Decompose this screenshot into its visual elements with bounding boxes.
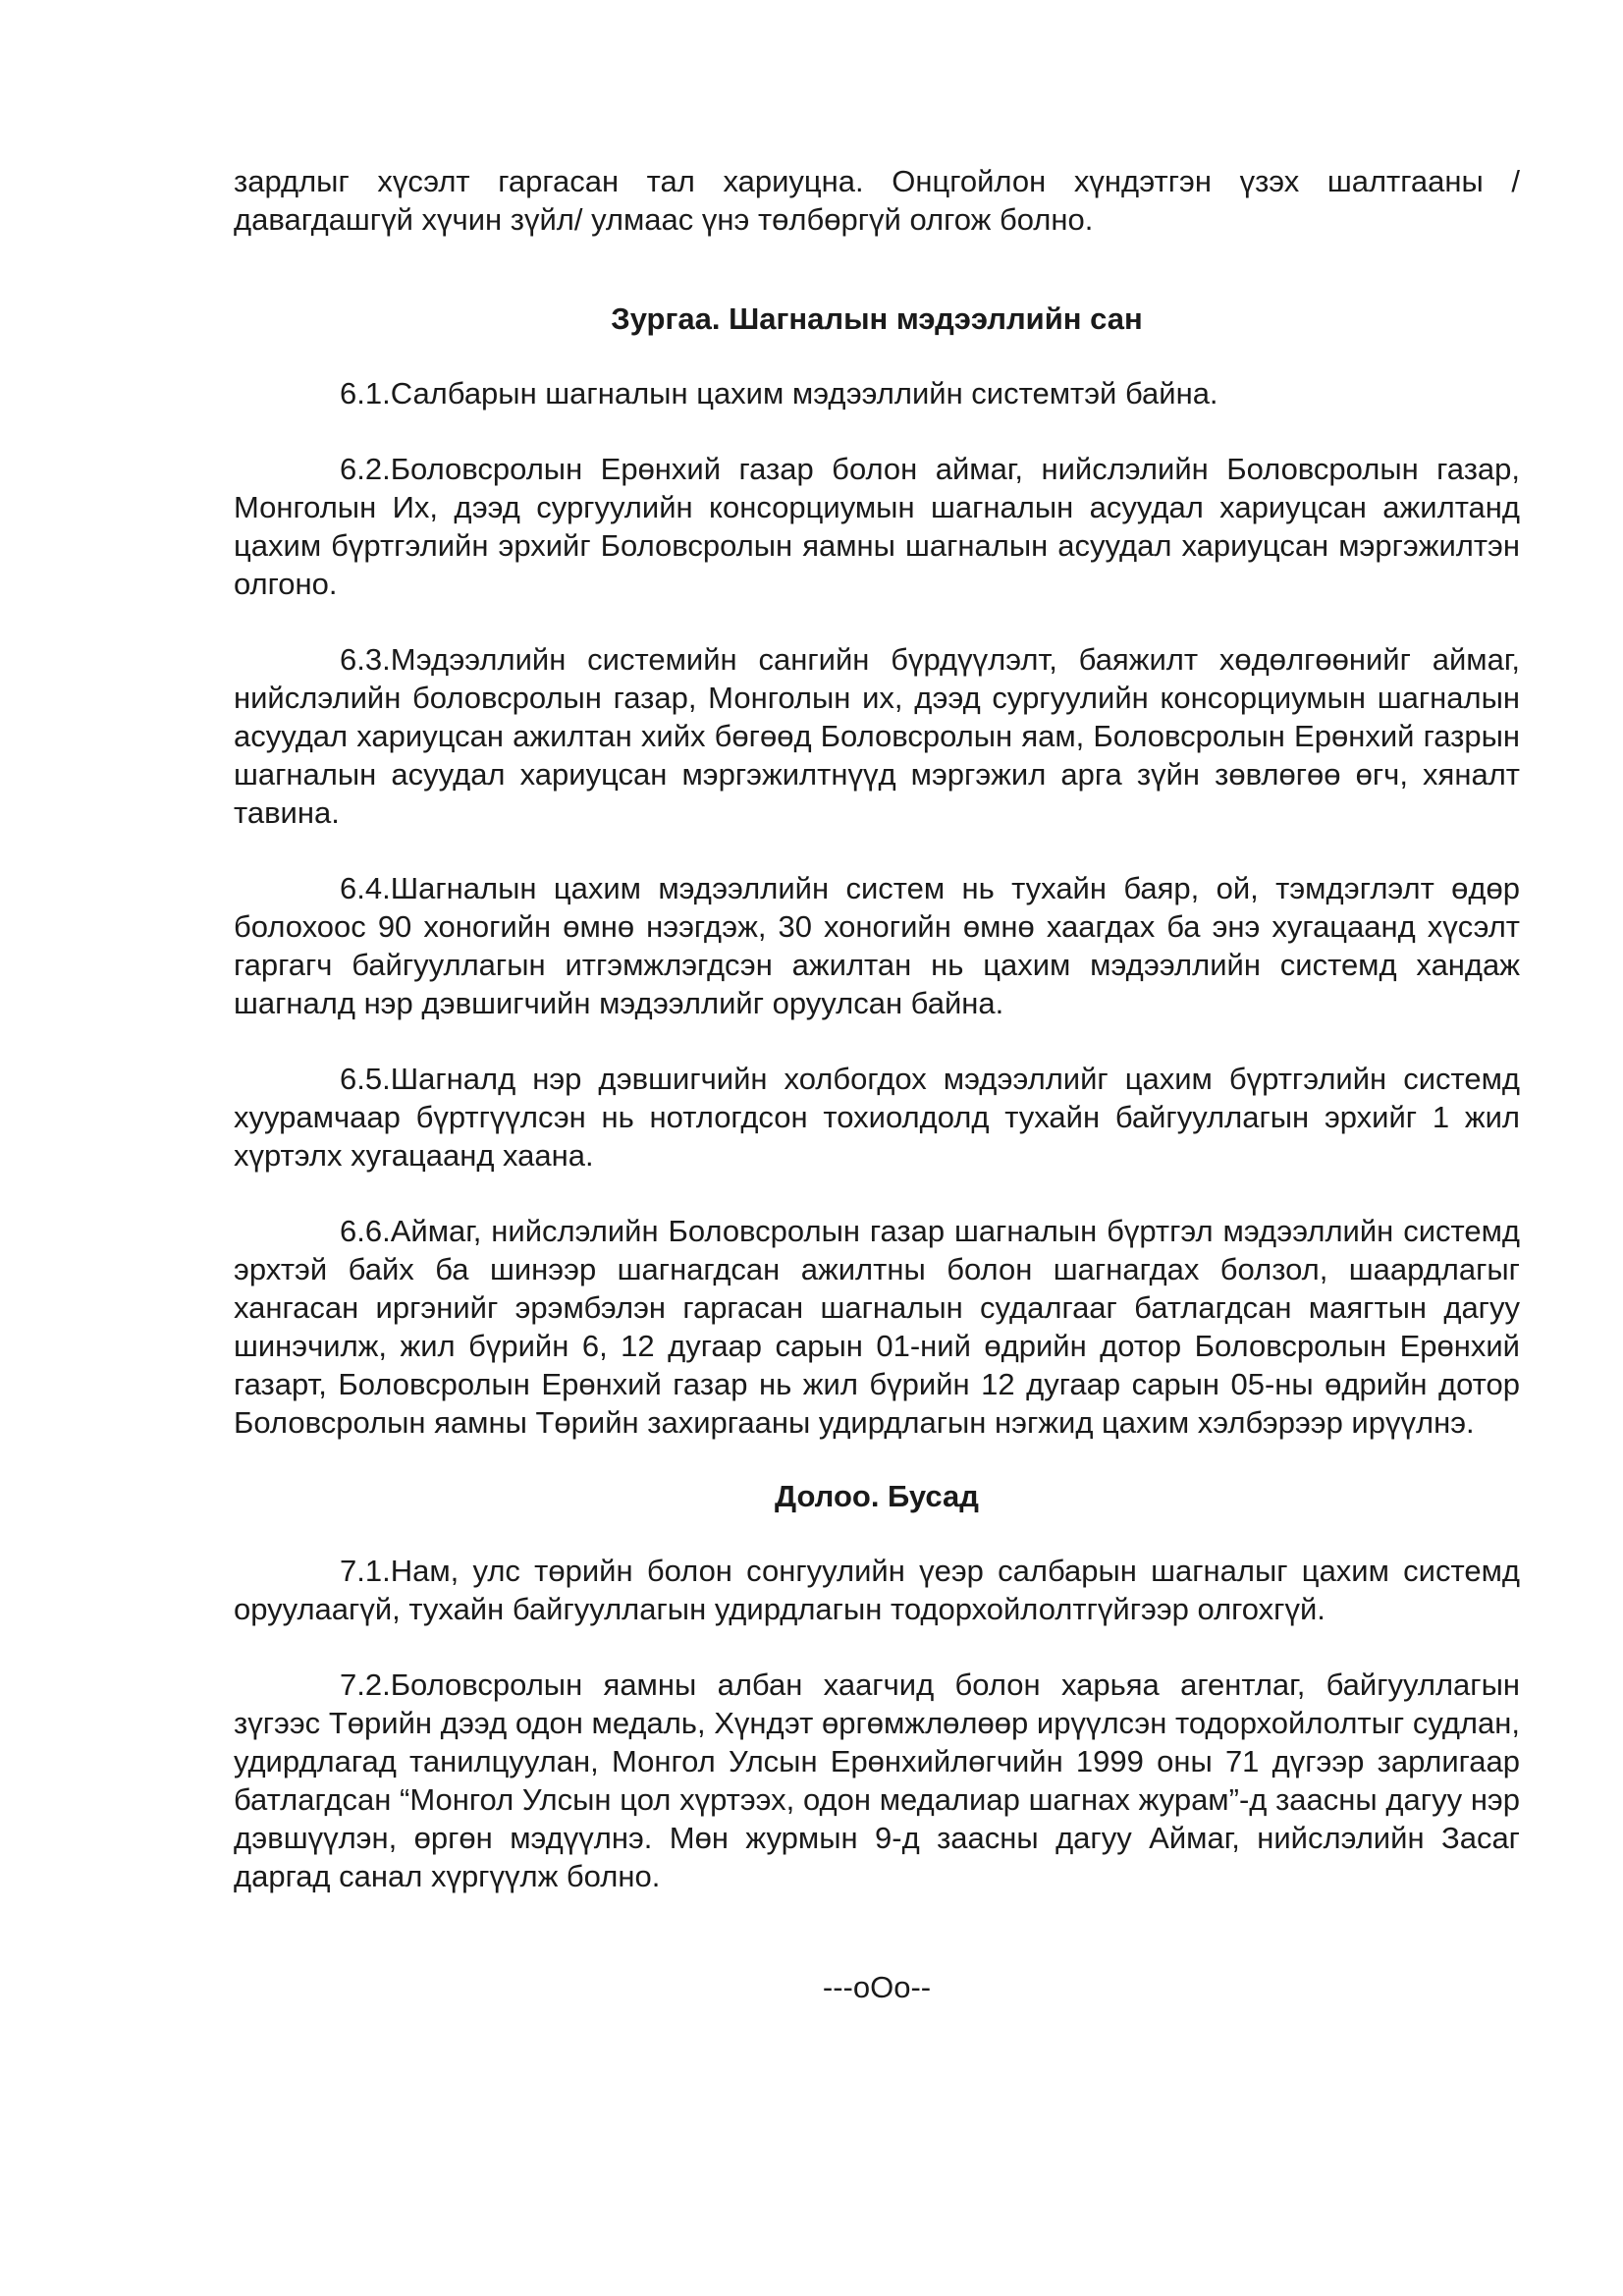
document-end-mark: ---oOo-- [822, 1970, 932, 2004]
paragraph-7-1: 7.1.Нам, улс төрийн болон сонгуулийн үеэр салбарын шагналыг цахим системд оруулаагүй, тухайн байгууллагын удирдлагын тодорхойлолтгүйгээр олгохгүй. [234, 1554, 1520, 1626]
paragraph-6-5: 6.5.Шагналд нэр дэвшигчийн холбогдох мэдээллийг цахим бүртгэлийн системд хуурамчаар бүртгүүлсэн нь нотлогдсон тохиолдолд тухайн байгууллагын эрхийг 1 жил хүртэлх хугацаанд хаана. [234, 1062, 1520, 1173]
paragraph-6-2: 6.2.Боловсролын Ерөнхий газар болон аймаг, нийслэлийн Боловсролын газар, Монголын Их, дээд сургуулийн консорциумын шагналын асуудал хариуцсан ажилтанд цахим бүртгэлийн эрхийг Боловсролын яамны шагналын асуудал хариуцсан мэргэжилтэн олгоно. [234, 452, 1520, 601]
paragraph-6-4: 6.4.Шагналын цахим мэдээллийн систем нь тухайн баяр, ой, тэмдэглэлт өдөр болохоос 90 хоногийн өмнө нээгдэж, 30 хоногийн өмнө хаагдах ба энэ хугацаанд хүсэлт гаргагч байгууллагын итгэмжлэгдсэн ажилтан нь цахим мэдээллийн системд хандаж шагналд нэр дэвшигчийн мэдээллийг оруулсан байна. [234, 871, 1520, 1020]
section-7-heading: Долоо. Бусад [775, 1479, 979, 1513]
intro-paragraph: зардлыг хүсэлт гаргасан тал хариуцна. Онцгойлон хүндэтгэн үзэх шалтгааны /давагдашгүй хүчин зүйл/ улмаас үнэ төлбөргүй олгож болно. [234, 164, 1520, 237]
paragraph-6-1: 6.1.Салбарын шагналын цахим мэдээллийн системтэй байна. [340, 376, 1218, 410]
paragraph-6-3: 6.3.Мэдээллийн системийн сангийн бүрдүүлэлт, баяжилт хөдөлгөөнийг аймаг, нийслэлийн боловсролын газар, Монголын их, дээд сургуулийн консорциумын шагналын асуудал хариуцсан ажилтан хийх бөгөөд Боловсролын яам, Боловсролын Ерөнхий газрын шагналын асуудал хариуцсан мэргэжилтнүүд мэргэжил арга зүйн зөвлөгөө өгч, хяналт тавина. [234, 642, 1520, 830]
paragraph-7-2: 7.2.Боловсролын яамны албан хаагчид болон харьяа агентлаг, байгууллагын зүгээс Төрийн дээд одон медаль, Хүндэт өргөмжлөлөөр ирүүлсэн тодорхойлолтыг судлан, удирдлагад танилцуулан, Монгол Улсын Ерөнхийлөгчийн 1999 оны 71 дүгээр зарлигаар батлагдсан “Монгол Улсын цол хүртээх, одон медалиар шагнах журам”-д заасны дагуу нэр дэвшүүлэн, өргөн мэдүүлнэ. Мөн журмын 9-д заасны дагуу Аймаг, нийслэлийн Засаг даргад санал хүргүүлж болно. [234, 1667, 1520, 1893]
section-6-heading: Зургаа. Шагналын мэдээллийн сан [611, 301, 1143, 336]
paragraph-6-6: 6.6.Аймаг, нийслэлийн Боловсролын газар шагналын бүртгэл мэдээллийн системд эрхтэй байх ба шинээр шагнагдсан ажилтны болон шагнагдах болзол, шаардлагыг хангасан иргэнийг эрэмбэлэн гаргасан шагналын судалгааг батлагдсан маягтын дагуу шинэчилж, жил бүрийн 6, 12 дугаар сарын 01-ний өдрийн дотор Боловсролын Ерөнхий газарт, Боловсролын Ерөнхий газар нь жил бүрийн 12 дугаар сарын 05-ны өдрийн дотор Боловсролын яамны Төрийн захиргааны удирдлагын нэгжид цахим хэлбэрээр ирүүлнэ. [234, 1214, 1520, 1440]
document-page [234, 162, 1520, 2006]
